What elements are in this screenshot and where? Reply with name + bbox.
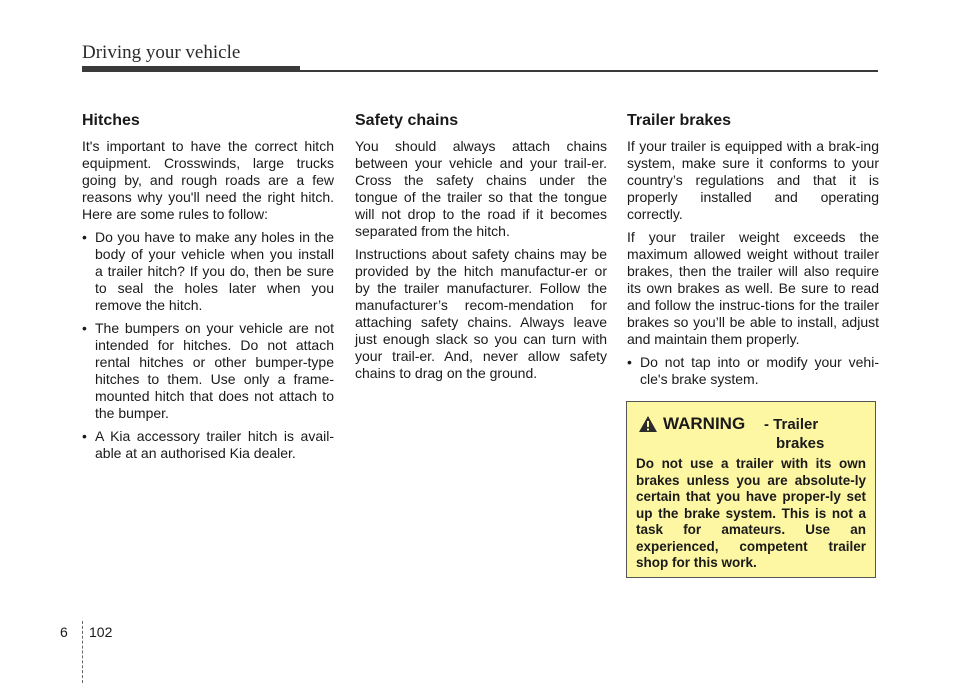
warning-topic xyxy=(764,415,854,453)
hitches-intro: It's important to have the correct hitch equipment. Crosswinds, large trucks going by, and rough roads are a few reasons why you'll need the right hitch. Here are some rules to follow: xyxy=(82,138,334,222)
safety-chains-heading: Safety chains xyxy=(355,112,459,129)
list-item: • Do not tap into or modify your vehi-cle's brake system. xyxy=(627,354,879,388)
trailer-brakes-list xyxy=(627,354,879,388)
hitches-section xyxy=(82,112,334,468)
page-header-title: Driving your vehicle xyxy=(82,42,241,63)
warning-triangle-icon xyxy=(638,415,658,433)
warning-topic-line2: brakes xyxy=(776,435,825,452)
warning-header xyxy=(636,414,866,450)
warning-label: WARNING xyxy=(663,414,746,433)
safety-chains-paragraph: You should always attach chains between your vehicle and your trail-er. Cross the safety chains under the tongue of the trailer so that the tongue will not drop to the road if it becomes separated from the hitch. xyxy=(355,138,607,239)
trailer-brakes-section xyxy=(627,112,879,394)
header-bar xyxy=(82,66,300,72)
list-item: • A Kia accessory trailer hitch is avail-able at an authorised Kia dealer. xyxy=(82,428,334,462)
page-number: 102 xyxy=(89,624,113,640)
page-divider xyxy=(82,621,83,683)
trailer-brakes-heading: Trailer brakes xyxy=(627,112,732,129)
header-rule xyxy=(300,70,878,72)
hitches-heading: Hitches xyxy=(82,112,140,129)
hitches-list xyxy=(82,229,334,462)
safety-chains-paragraph: Instructions about safety chains may be provided by the hitch manufactur-er or by the trailer manufacturer. Follow the manufacturer’s recom-mendation for attaching safety chains. Always leave just enough slack so you can turn with your trail-er. And, never allow safety chains to drag on the ground. xyxy=(355,246,607,381)
warning-box xyxy=(626,401,876,578)
chapter-number: 6 xyxy=(60,624,68,640)
trailer-brakes-paragraph: If your trailer weight exceeds the maximum allowed weight without trailer brakes, then the trailer will also require its own brakes as well. Be sure to read and follow the instruc-tions for the trailer brakes so you’ll be able to install, adjust and maintain them properly. xyxy=(627,229,879,347)
safety-chains-section xyxy=(355,112,607,388)
trailer-brakes-paragraph: If your trailer is equipped with a brak-ing system, make sure it conforms to your country’s regulations and that it is properly installed and operating correctly. xyxy=(627,138,879,222)
warning-text: Do not use a trailer with its own brakes unless you are absolute-ly certain that you have proper-ly set up the brake system. This is not a task for amateurs. Use an experienced, competent trailer shop for this work. xyxy=(636,456,866,570)
warning-topic-line1: - Trailer xyxy=(764,416,819,433)
list-item: • Do you have to make any holes in the body of your vehicle when you install a trailer hitch? If you do, then be sure to seal the holes later when you remove the hitch. xyxy=(82,229,334,314)
list-item: • The bumpers on your vehicle are not intended for hitches. Do not attach rental hitches or other bumper-type hitches to them. Use only a frame-mounted hitch that does not attach to the bumper. xyxy=(82,320,334,422)
